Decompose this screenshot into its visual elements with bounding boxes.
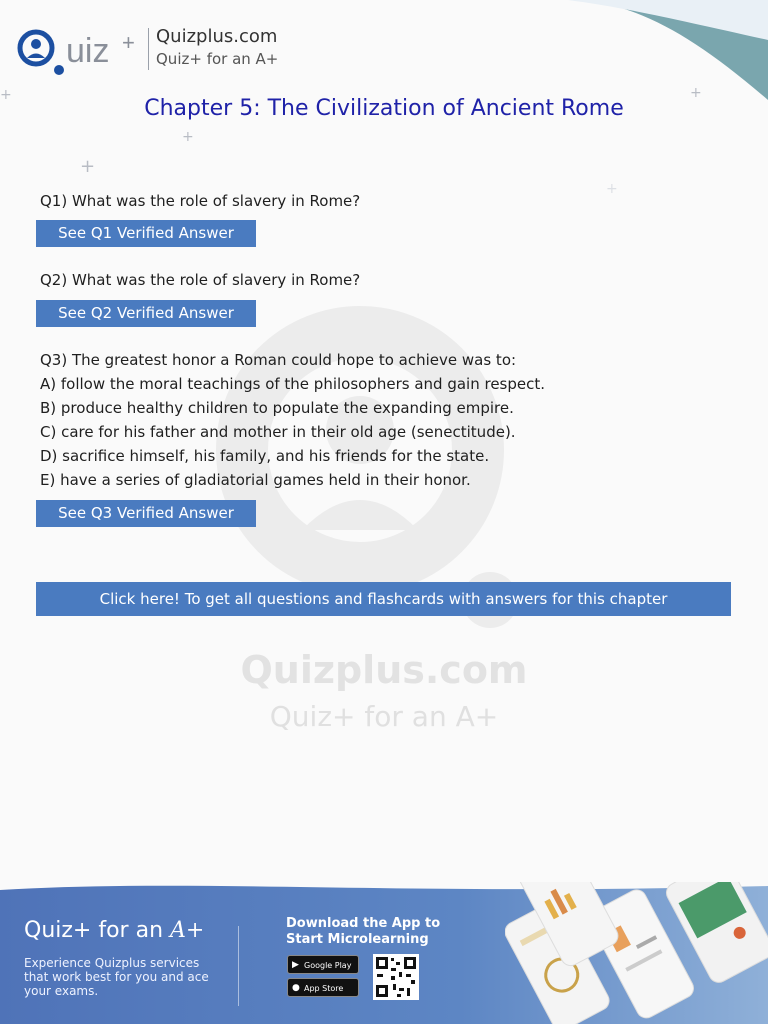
- plus-decoration: +: [690, 85, 702, 101]
- app-store-label: App Store: [304, 984, 344, 993]
- watermark-tagline: Quiz+ for an A+: [269, 700, 499, 733]
- question-line: Q2) What was the role of slavery in Rome?: [40, 271, 361, 289]
- google-play-badge[interactable]: [287, 955, 359, 974]
- get-all-questions-button[interactable]: Click here! To get all questions and flashcards with answers for this chapter: [36, 582, 731, 616]
- footer-title-grade: A+: [170, 918, 205, 943]
- google-play-label: Google Play: [304, 961, 352, 970]
- download-app-title: Download the App to Start Microlearning: [286, 916, 441, 947]
- answer-option-c: C) care for his father and mother in their old age (senectitude).: [40, 423, 516, 441]
- brand-tagline: Quiz+ for an A+: [156, 50, 279, 68]
- quizplus-logo[interactable]: [16, 24, 146, 76]
- see-q3-answer-button[interactable]: See Q3 Verified Answer: [36, 500, 256, 527]
- qr-code-icon[interactable]: [373, 954, 419, 1000]
- question-line: Q1) What was the role of slavery in Rome?: [40, 192, 361, 210]
- footer-title: [24, 918, 204, 943]
- logo-divider: [148, 28, 149, 70]
- answer-option-d: D) sacrifice himself, his family, and his friends for the state.: [40, 447, 490, 465]
- footer-title-prefix: Quiz+ for an: [24, 918, 171, 943]
- answer-option-b: B) produce healthy children to populate the expanding empire.: [40, 399, 514, 417]
- app-phones-illustration: [505, 882, 768, 1024]
- app-store-badge[interactable]: [287, 978, 359, 997]
- see-q1-answer-button[interactable]: See Q1 Verified Answer: [36, 220, 256, 247]
- question-stem: Q3) The greatest honor a Roman could hope to achieve was to:: [40, 351, 517, 369]
- answer-option-e: E) have a series of gladiatorial games held in their honor.: [40, 471, 471, 489]
- footer-divider: [238, 926, 239, 1006]
- chapter-title: Chapter 5: The Civilization of Ancient Rome: [144, 96, 624, 121]
- question-3: [40, 348, 545, 492]
- footer-banner: [0, 882, 768, 1024]
- footer-description: Experience Quizplus services that work best for you and ace your exams.: [24, 956, 209, 998]
- question-2: [40, 268, 360, 292]
- apple-icon: ●: [292, 983, 300, 993]
- brand-name[interactable]: Quizplus.com: [156, 26, 278, 47]
- plus-decoration: +: [606, 181, 618, 197]
- play-store-icon: ▶: [292, 960, 299, 970]
- svg-text:uiz: uiz: [66, 32, 110, 70]
- plus-decoration: +: [0, 87, 12, 103]
- svg-text:+: +: [122, 30, 135, 55]
- plus-decoration: +: [80, 156, 96, 177]
- question-1: [40, 189, 360, 213]
- plus-decoration: +: [182, 129, 194, 145]
- answer-option-a: A) follow the moral teachings of the philosophers and gain respect.: [40, 375, 546, 393]
- see-q2-answer-button[interactable]: See Q2 Verified Answer: [36, 300, 256, 327]
- watermark-name: Quizplus.com: [240, 648, 528, 692]
